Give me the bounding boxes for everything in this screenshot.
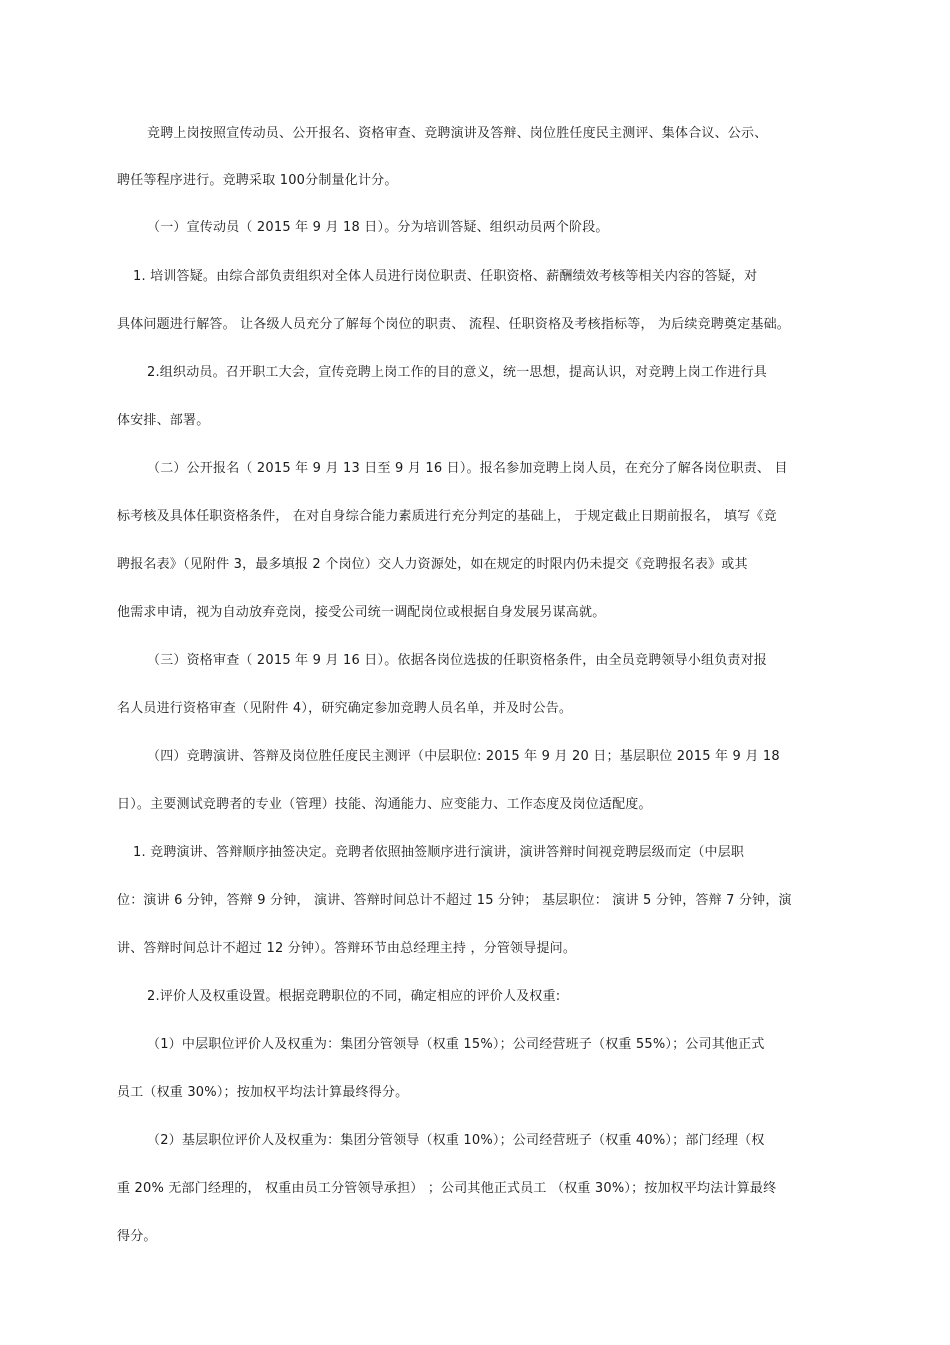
paragraph-line: （1）中层职位评价人及权重为：集团分管领导（权重 15%）；公司经营班子（权重 55%）；公司其他正式 <box>147 1037 765 1052</box>
paragraph-line: 1. 培训答疑。由综合部负责组织对全体人员进行岗位职责、任职资格、薪酬绩效考核等相关内容的答疑，对 <box>133 269 758 284</box>
paragraph-line: （2）基层职位评价人及权重为：集团分管领导（权重 10%）；公司经营班子（权重 40%）；部门经理（权 <box>147 1133 765 1148</box>
paragraph-line: 聘报名表》（见附件 3，最多填报 2 个岗位）交人力资源处，如在规定的时限内仍未提交《竞聘报名表》或其 <box>117 557 748 572</box>
paragraph-line: 得分。 <box>117 1229 157 1244</box>
paragraph-line: （四）竞聘演讲、答辩及岗位胜任度民主测评（中层职位: 2015 年 9 月 20 日；基层职位 2015 年 9 月 18 <box>147 749 780 764</box>
paragraph-line: （二）公开报名（ 2015 年 9 月 13 日至 9 月 16 日）。报名参加竞聘上岗人员，在充分了解各岗位职责、 目 <box>147 461 788 476</box>
paragraph-line: 竞聘上岗按照宣传动员、公开报名、资格审查、竞聘演讲及答辩、岗位胜任度民主测评、集体合议、公示、 <box>147 126 768 141</box>
paragraph-line: 具体问题进行解答。 让各级人员充分了解每个岗位的职责、 流程、任职资格及考核指标等， 为后续竞聘奠定基础。 <box>117 317 790 332</box>
paragraph-line: 他需求申请，视为自动放弃竞岗，接受公司统一调配岗位或根据自身发展另谋高就。 <box>117 605 606 620</box>
paragraph-line: 讲、答辩时间总计不超过 12 分钟）。答辩环节由总经理主持 ，分管领导提问。 <box>117 941 577 956</box>
paragraph-line: 重 20% 无部门经理的， 权重由员工分管领导承担） ；公司其他正式员工 （权重 30%）；按加权平均法计算最终 <box>117 1181 777 1196</box>
paragraph-line: （三）资格审查（ 2015 年 9 月 16 日）。依据各岗位选拔的任职资格条件，由全员竞聘领导小组负责对报 <box>147 653 767 668</box>
paragraph-line: 位：演讲 6 分钟，答辩 9 分钟， 演讲、答辩时间总计不超过 15 分钟； 基层职位： 演讲 5 分钟，答辩 7 分钟，演 <box>117 893 792 908</box>
paragraph-line: 2.组织动员。召开职工大会，宣传竞聘上岗工作的目的意义，统一思想，提高认识，对竞聘上岗工作进行具 <box>147 365 768 380</box>
paragraph-line: 标考核及具体任职资格条件， 在对自身综合能力素质进行充分判定的基础上， 于规定截止日期前报名， 填写《竞 <box>117 509 777 524</box>
paragraph-line: 员工（权重 30%）；按加权平均法计算最终得分。 <box>117 1085 409 1100</box>
paragraph-line: 日）。主要测试竞聘者的专业（管理）技能、沟通能力、应变能力、工作态度及岗位适配度。 <box>117 797 652 812</box>
paragraph-line: 名人员进行资格审查（见附件 4），研究确定参加竞聘人员名单，并及时公告。 <box>117 701 573 716</box>
paragraph-line: 2.评价人及权重设置。根据竞聘职位的不同，确定相应的评价人及权重: <box>147 989 561 1004</box>
paragraph-line: （一）宣传动员（ 2015 年 9 月 18 日）。分为培训答疑、组织动员两个阶段。 <box>147 220 609 235</box>
paragraph-line: 聘任等程序进行。竞聘采取 100分制量化计分。 <box>117 173 398 188</box>
paragraph-line: 体安排、部署。 <box>117 413 210 428</box>
paragraph-line: 1. 竞聘演讲、答辩顺序抽签决定。竞聘者依照抽签顺序进行演讲，演讲答辩时间视竞聘层级而定（中层职 <box>133 845 745 860</box>
